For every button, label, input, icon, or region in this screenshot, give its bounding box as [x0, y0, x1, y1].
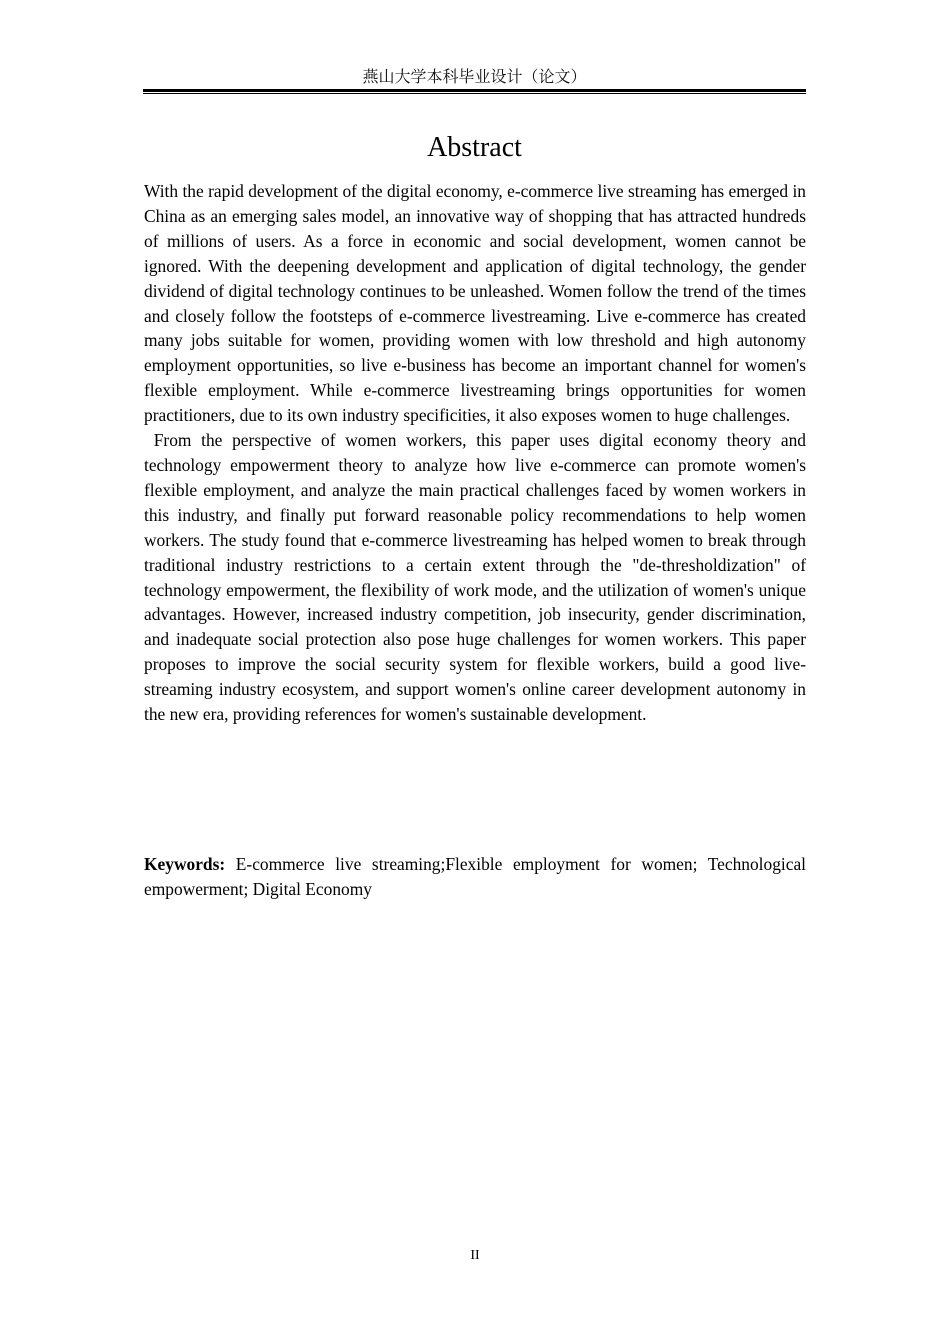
header-rule-thick: [143, 89, 806, 92]
header-rule-thin: [143, 93, 806, 94]
page-header: 燕山大学本科毕业设计（论文）: [362, 67, 587, 86]
keywords-text: E-commerce live streaming;Flexible employment for women; Technological empowerment; Digital Economy: [144, 854, 806, 899]
abstract-body: [144, 179, 811, 727]
page-number: II: [470, 1248, 480, 1263]
abstract-paragraph-1: With the rapid development of the digital economy, e-commerce live streaming has emerged in China as an emerging sales model, an innovative way of shopping that has attracted hundreds of millions of users. As a force in economic and social development, women cannot be ignored. With the deepening development and application of digital technology, the gender dividend of digital technology continues to be unleashed. Women follow the trend of the times and closely follow the footsteps of e-commerce livestreaming. Live e-commerce has created many jobs suitable for women, providing women with low threshold and high autonomy employment opportunities, so live e-business has become an important channel for women's flexible employment. While e-commerce livestreaming brings opportunities for women practitioners, due to its own industry specificities, it also exposes women to huge challenges.: [144, 181, 811, 426]
abstract-paragraph-2: From the perspective of women workers, this paper uses digital economy theory and technology empowerment theory to analyze how live e-commerce can promote women's flexible employment, and analyze the main practical challenges faced by women workers in this industry, and finally put forward reasonable policy recommendations to help women workers. The study found that e-commerce livestreaming has helped women to break through traditional industry restrictions to a certain extent through the "de-thresholdization" of technology empowerment, the flexibility of work mode, and the utilization of women's unique advantages. However, increased industry competition, job insecurity, gender discrimination, and inadequate social protection also pose huge challenges for women workers. This paper proposes to improve the social security system for flexible workers, build a good live-streaming industry ecosystem, and support women's online career development autonomy in the new era, providing references for women's sustainable development.: [144, 430, 811, 725]
keywords-label: Keywords:: [144, 854, 226, 874]
keywords-section: [144, 852, 806, 902]
abstract-title: Abstract: [427, 132, 522, 163]
